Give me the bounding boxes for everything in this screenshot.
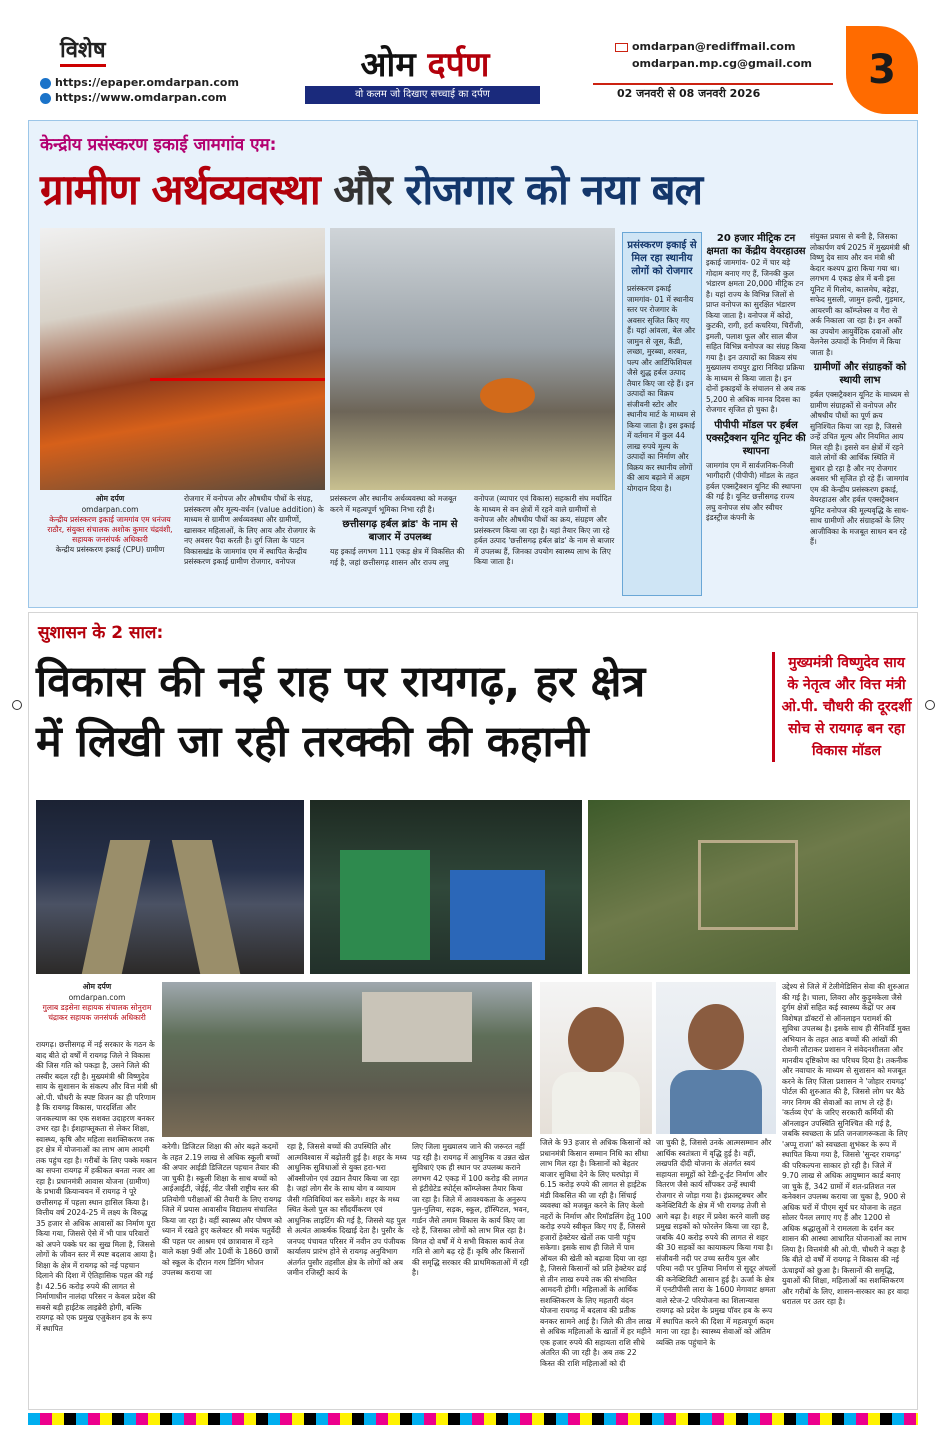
email-link-1[interactable] — [615, 40, 795, 53]
construction-site-photo — [162, 982, 532, 1137]
section-label: विशेष — [60, 34, 106, 67]
story1-kicker: केन्द्रीय प्रसंस्करण इकाई जामगांव एम: — [40, 135, 277, 155]
bridge-road — [82, 840, 150, 974]
ribbon-cutting-photo — [40, 228, 325, 490]
story2-col3: रहा है, जिससे बच्चों की उपस्थिति और आत्मविश्वास में बढ़ोतरी हुई है। शहर के मध्य आधुनिक सुविधाओं से युक्त हरा-भरा ऑक्सीजोन एवं उद्यान तैयार किया जा रहा है। जहां लोग सैर के साथ योग व व्यायाम जैसी गतिविधियां कर सकेंगे। शहर के मध्य स्थित केलो पुल का सौंदर्यीकरण एवं आधुनिक लाइटिंग की गई है, जिससे यह पुल से अत्यंत आकर्षक दिखाई देता है। पुसौर के जनपद पंचायत परिसर में नवीन उप पंजीयक कार्यालय प्रारंभ होने से रायगढ़ अनुविभाग अंतर्गत पुसौर तहसील क्षेत्र के लोगों को अब जमीन रजिस्ट्री कार्य के — [287, 1142, 407, 1277]
byline-authors: केन्द्रीय प्रसंस्करण इकाई जामगांव एम धनंजय राठौर, संयुक्त संचालक अशोक कुमार चंद्रवंशी, सहायक जनसंपर्क अधिकारी — [47, 515, 173, 544]
story2-col6: जा चुकी है, जिससे उनके आत्मसम्मान और आर्थिक स्वतंत्रता में वृद्धि हुई है। वहीं, लखपति दीदी योजना के अंतर्गत स्वयं सहायता समूहों को रेडी-टू-ईट निर्माण और वितरण जैसे कार्य सौंपकर उन्हें स्थायी रोजगार से जोड़ा गया है। इंफ्रास्ट्रक्चर और कनेक्टिविटी के क्षेत्र में भी रायगढ़ तेजी से आगे बढ़ा है। शहर में प्रवेश करने वाली छह प्रमुख सड़कों को फोरलेन किया जा रहा है, जबकि 40 करोड़ रुपये की लागत से शहर की 30 सड़कों का कायाकल्प किया गया है। संजीवनी नदी पर उच्च स्तरीय पुल और परिया नदी पर पुलिया निर्माण से सुदूर अंचलों की कनेक्टिविटी आसान हुई है। ऊर्जा के क्षेत्र में एनटीपीसी लारा के 1600 मेगावाट क्षमता वाले स्टेज-2 परियोजना का शिलान्यास रायगढ़ को प्रदेश के प्रमुख पॉवर हब के रूप में स्थापित करने की दिशा में महत्वपूर्ण कदम माना जा रहा है। स्वास्थ्य सेवाओं को अंतिम व्यक्ति तक पहुंचाने के — [656, 1138, 776, 1347]
logo-darpan: दर्पण — [427, 45, 490, 85]
story2-deck: मुख्यमंत्री विष्णुदेव साय के नेतृत्व और वित्त मंत्री ओ.पी. चौधरी की दूरदर्शी सोच से रायगढ़ बन रहा विकास मॉडल — [772, 652, 912, 762]
chief-minister-portrait — [540, 982, 652, 1134]
story2-col5: जिले के 93 हजार से अधिक किसानों को प्रधानमंत्री किसान सम्मान निधि का सीधा लाभ मिल रहा है। किसानों को बेहतर बाजार सुविधा देने के लिए घरघोड़ा में 6.15 करोड़ रुपये की लागत से हाईटेक मंडी विकसित की जा रही है। सिंचाई व्यवस्था को मजबूत करने के लिए केलो नहरों के निर्माण और रिमॉडलिंग हेतु 100 करोड़ रुपये स्वीकृत किए गए हैं, जिससे हजारों हेक्टेयर खेतों तक पानी पहुंच सकेगा। इसके साथ ही जिले में पाम ऑयल की खेती को बढ़ावा दिया जा रहा है, जिससे किसानों को प्रति हेक्टेयर ढाई से तीन लाख रुपये तक की संभावित आमदनी होगी। महिलाओं के आर्थिक सशक्तिकरण के लिए महतारी वंदन योजना रायगढ़ में बदलाव की प्रतीक बनकर सामने आई है। जिले की तीन लाख से अधिक महिलाओं के खातों में हर महीने एक हजार रुपये की सहायता राशि सीधे अंतरित की जा रही है। अब तक 22 किस्त की राशि महिलाओं को दी — [540, 1138, 652, 1368]
kurta — [552, 1072, 640, 1134]
story2-col4: लिए जिला मुख्यालय जाने की जरूरत नहीं पड़ रही है। रायगढ़ में आधुनिक व उन्नत खेल सुविधाएं एक ही स्थान पर उपलब्ध कराने लगभग 42 एकड़ में 100 करोड़ की लागत से इंटीग्रेटेड स्पोर्ट्स कॉम्प्लेक्स तैयार किया जा रहा है। जिले में आवश्यकता के अनुरूप पुल-पुलिया, सड़क, स्कूल, हॉस्पिटल, भवन, गार्डन जैसे तमाम विकास के कार्य किए जा रहे हैं, जिसका लोगों को लाभ मिल रहा है। विगत दो वर्षों में ये सभी विकास कार्य तेज गति से आगे बढ़ रहे हैं। कृषि और किसानों की समृद्धि सरकार की प्राथमिकताओं में रही है। — [412, 1142, 530, 1277]
story1-col4: वनोपज (व्यापार एवं विकास) सहकारी संघ मर्यादित के माध्यम से वन क्षेत्रों में रहने वाले ग्रामीणों से वनोपज और औषधीय पौधों का क्रय, संग्रहण और प्रसंस्करण किया जा रहा है। यहां तैयार किए जा रहे हर्बल उत्पाद 'छत्तीसगढ़ हर्बल ब्रांड' के नाम से बाजार में उपलब्ध हैं, जिनका उपयोग स्वास्थ्य लाभ के लिए किया जाता है। — [474, 494, 615, 566]
byline2-site: omdarpan.com — [68, 992, 126, 1002]
fruit-bowl — [480, 378, 535, 413]
story1-headline-a: ग्रामीण अर्थव्यवस्था — [40, 165, 320, 214]
story1-col2: रोजगार में वनोपज और औषधीय पौधों के संग्रह, प्रसंस्करण और मूल्य-वर्धन (value addition) के माध्यम से ग्रामीण अर्थव्यवस्था और ग्रामीणों, खासकर महिलाओं, के लिए आय और रोजगार के नए अवसर पैदा करती है। दुर्ग जिला के पाटन विकासखंड के जामगांव एम में स्थापित केन्द्रीय प्रसंस्करण इकाई ग्रामीण रोजगार, वनोपज — [184, 494, 324, 566]
face — [568, 1007, 624, 1073]
building-structure — [362, 992, 472, 1062]
face — [688, 1004, 744, 1070]
masthead-tagline: वो कलम जो दिखाए सच्चाई का दर्पण — [305, 86, 540, 104]
story1-col6: इकाई जामगांव- 02 में चार बड़े गोदाम बनाए गए हैं, जिनकी कुल भंडारण क्षमता 20,000 मीट्रिक टन है। यहां राज्य के विभिन्न जिलों से प्राप्त वनोपज का सुरक्षित भंडारण किया जाता है। वनोपज में कोदो, कुटकी, रागी, हर्रा कचरिया, चिरौंजी, इमली, पलाश फूल और साल बीज सहित विभिन्न वनोपज का संग्रह किया गया है। इन उत्पादों का विक्रय संघ मुख्यालय रायपुर द्वारा निविदा प्रक्रिया के माध्यम से किया जाता है। इन दोनों इकाइयों के संचालन से अब तक 5,200 से अधिक मानव दिवस का रोजगार सृजित हो चुका है। — [706, 258, 806, 414]
color-calibration-strip — [28, 1413, 918, 1425]
story1-col1: केन्द्रीय प्रसंस्करण इकाई (CPU) ग्रामीण — [55, 545, 165, 554]
story1-headline — [40, 160, 910, 217]
story1-headline-b: और — [333, 165, 392, 214]
story2-col7: उद्देश्य से जिले में टेलीमेडिसिन सेवा की शुरुआत की गई है। चाला, लिवरा और कुड़ुमकेला जैसे दुर्गम क्षेत्रों सहित कई स्वास्थ्य केंद्रों पर अब विशेषज्ञ डॉक्टरों से ऑनलाइन परामर्श की सुविधा उपलब्ध है। इसके साथ ही सैनिवर्डि मुक्त अभियान के तहत आठ बच्चों की आंखों की रोशनी लौटाकर प्रशासन ने संवेदनशीलता और मानवीय दृष्टिकोण का परिचय दिया है। तकनीक और नवाचार के माध्यम से सुशासन को मजबूत करने के लिए जिला प्रशासन ने 'जोहार रायगढ़' पोर्टल की शुरुआत की है, जिससे लोग घर बैठे नगर निगम की सेवाओं का लाभ ले रहे हैं। 'कर्तव्य ऐप' के जरिए सरकारी कर्मियों की ऑनलाइन उपस्थिति सुनिश्चित की गई है, जबकि स्वच्छता के प्रति जनजागरूकता के लिए 'अप्पू राजा' को स्वच्छता शुभंकर के रूप में स्थापित किया गया है, जिससे 'सुन्दर रायगढ़' की परिकल्पना साकार हो रही है। जिले में 9.70 लाख से अधिक आयुष्मान कार्ड बनाए जा चुके हैं, 342 ग्रामों में शत-प्रतिशत नल कनेक्शन उपलब्ध कराया जा चुका है, 900 से अधिक घरों में पीएम सूर्य घर योजना के तहत सोलर पैनल लगाए गए हैं और 1200 से अधिक श्रद्धालुओं ने रामलला के दर्शन कर शासन की आस्था आधारित योजनाओं का लाभ लिया है। वित्तमंत्री श्री ओ.पी. चौधरी ने कहा है कि बीते दो वर्षों में रायगढ़ ने विकास की नई ऊंचाइयों को छुआ है। किसानों की समृद्धि, युवाओं की शिक्षा, महिलाओं का सशक्तिकरण और गरीबों के लिए, शासन-सरकार का हर वादा धरातल पर उतर रहा है। — [782, 982, 910, 1306]
finance-minister-portrait — [656, 982, 776, 1134]
story1-col7b: हर्बल एक्सट्रैक्शन यूनिट के माध्यम से ग्रामीण संग्राहकों से वनोपज और औषधीय पौधों का पूर्ण क्रय सुनिश्चित किया जा रहा है, जिससे उन्हें उचित मूल्य और नियमित आय मिल रही है। इससे वन क्षेत्रों में रहने वाले लोगों की आर्थिक स्थिति में सुधार हो रहा है और नए रोजगार अवसर भी सृजित हो रहे हैं। जामगांव एम की केन्द्रीय प्रसंस्करण इकाई, वेयरहाउस और हर्बल एक्सट्रैक्शन यूनिट वनोपज की मूल्यवृद्धि के साथ-साथ ग्रामीणों और संग्राहकों के लिए आजीविका के मजबूत साधन बन रहे हैं। — [810, 390, 910, 546]
story1-col3: प्रसंस्करण और स्थानीय अर्थव्यवस्था को मजबूत करने में महत्वपूर्ण भूमिका निभा रही है। — [330, 494, 457, 514]
page-number: 3 — [846, 26, 918, 114]
issue-date: 02 जनवरी से 08 जनवरी 2026 — [593, 83, 833, 103]
globe-icon — [40, 93, 51, 104]
byline2-authors: गुलाब डड़सेना सहायक संचालक सोनुराम चंद्राकर सहायक जनसंपर्क अधिकारी — [42, 1003, 152, 1022]
story2-kicker: सुशासन के 2 साल: — [38, 623, 164, 643]
story1-headline-c: रोजगार को नया बल — [405, 165, 703, 214]
story2-col2: करेगी। डिजिटल शिक्षा की ओर बढ़ते कदमों के तहत 2.19 लाख से अधिक स्कूली बच्चों की अपार आईडी डिजिटल पहचान तैयार की जा चुकी है। स्कूली शिक्षा के साथ बच्चों को आईआईटी, जेईई, नीट जैसी राष्ट्रीय स्तर की प्रतियोगी परीक्षाओं की तैयारी के लिए रायगढ़ जिले में प्रयास आवासीय विद्यालय संचालित किया जा रहा है। वहीं स्वास्थ्य और पोषण को ध्यान में रखते हुए कलेक्टर श्री मयंक चतुर्वेदी की पहल पर आश्रम एवं छात्रावास में रहने वाले कक्षा 9वीं और 10वीं के 1860 छात्रों को स्कूल के दौरान गरम डिनिंग भोजन उपलब्ध कराया जा — [162, 1142, 282, 1277]
email-1: omdarpan@rediffmail.com — [632, 40, 796, 53]
mail-icon — [615, 43, 628, 52]
epaper-link[interactable] — [40, 76, 239, 89]
oxyzone-garden-photo — [588, 800, 910, 974]
globe-icon — [40, 78, 51, 89]
story1-col3-block — [330, 494, 470, 594]
story2-headline — [36, 652, 766, 772]
warehouse-title: 20 हजार मीट्रिक टन क्षमता का केंद्रीय वेयरहाउस — [706, 233, 806, 257]
story1-col6-block — [706, 232, 806, 596]
story1-col6b: जामगांव एम में सार्वजनिक-निजी भागीदारी (पीपीपी) मॉडल के तहत हर्बल एक्सट्रैक्शन यूनिट की स्थापना की गई है। यूनिट छत्तीसगढ़ राज्य लघु वनोपज संघ और स्वीचर इंडस्ट्रीज कंपनी के — [706, 460, 802, 522]
box-title: प्रसंस्करण इकाई से मिल रहा स्थानीय लोगों को रोजगार — [627, 240, 697, 277]
benefit-title: ग्रामीणों और संग्राहकों को स्थायी लाभ — [813, 362, 907, 386]
badminton-court — [450, 870, 545, 960]
shirt — [670, 1070, 762, 1134]
epaper-url: https://epaper.omdarpan.com — [55, 76, 239, 89]
email-2: omdarpan.mp.cg@gmail.com — [632, 57, 812, 70]
byline-source: ओम दर्पण — [95, 494, 125, 503]
ppp-title: पीपीपी मॉडल पर हर्बल एक्सट्रैक्शन यूनिट यूनिट की स्थापना — [706, 419, 806, 457]
garden-path — [698, 840, 798, 930]
registration-mark — [12, 700, 22, 710]
box-text: प्रसंस्करण इकाई जामगांव- 01 में स्थानीय स्तर पर रोजगार के अवसर सृजित किए गए हैं। यहां आंवला, बेल और जामुन से जूस, कैंडी, लच्छा, मुरब्बा, शरबत, पल्प और आर्टिफिशियल जैसे शुद्ध हर्बल उत्पाद तैयार किए जा रहे हैं। इन उत्पादों का विक्रय संजीवनी स्टोर और स्थानीय मार्ट के माध्यम से किया जाता है। इस इकाई में वर्तमान में कुल 44 लाख रुपये मूल्य के उत्पादों का निर्माण और विक्रय कर स्थानीय लोगों की आय बढ़ाने में अहम योगदान दिया है। — [627, 284, 696, 493]
logo-om: ओम — [360, 45, 416, 85]
tennis-court — [340, 850, 430, 960]
byline2-source: ओम दर्पण — [82, 982, 112, 991]
ribbon — [150, 378, 325, 381]
kelo-bridge-photo — [36, 800, 304, 974]
website-url: https://www.omdarpan.com — [55, 91, 227, 104]
story2-col1: रायगढ़। छत्तीसगढ़ में नई सरकार के गठन के बाद बीते दो वर्षों में रायगढ़ जिले ने विकास की जिस गति को पकड़ा है, उसने जिले की तस्वीर बदल रही है। मुख्यमंत्री श्री विष्णुदेव साय के सुशासन के संकल्प और वित्त मंत्री श्री ओ.पी. चौधरी के स्पष्ट विजन का ही परिणाम है कि रायगढ़ विकास, पारदर्शिता और जनकल्याण का एक सशक्त उदाहरण बनकर उभर रहा है। ईशहाफ्तूकता से लेकर शिक्षा, स्वास्थ्य, कृषि और महिला सशक्तिकरण तक हर क्षेत्र में योजनाओं का लाभ आम आदमी तक पहुंच रहा है। गरीबों के लिए पक्के मकान का सपना रायगढ़ में हकीकत बनता नजर आ रहा है। प्रधानमंत्री आवास योजना (ग्रामीण) के प्रभावी क्रियान्वयन में रायगढ़ ने पूरे छत्तीसगढ़ में पहला स्थान हासिल किया है। वित्तीय वर्ष 2024-25 में लक्ष्य के विरुद्ध 35 हजार से अधिक आवासों का निर्माण पूरा किया गया, जिससे ऐसे में भी पात्र परिवारों को अपने पक्के घर का सुख मिला है, जिससे लोगों के जीवन स्तर में स्पष्ट बदलाव आया है। शिक्षा के क्षेत्र में रायगढ़ को नई पहचान दिलाने की दिशा में ऐतिहासिक पहल की गई है। 42.56 करोड़ रुपये की लागत से निर्माणाधीन नालंदा परिसर न केवल प्रदेश की सबसे बड़ी हाईटेक लाइब्रेरी होगी, बल्कि रायगढ़ को एक प्रमुख एजुकेशन हब के रूप में स्थापित — [36, 1040, 158, 1333]
byline-site: omdarpan.com — [81, 504, 139, 514]
employment-box — [622, 232, 702, 596]
story2-headline-line2: में लिखी जा रही तरक्की की कहानी — [36, 717, 589, 767]
story2-headline-line1: विकास की नई राह पर रायगढ़, हर क्षेत्र — [36, 657, 646, 707]
sports-complex-photo — [310, 800, 582, 974]
masthead-logo — [320, 40, 530, 84]
story1-byline — [40, 494, 180, 556]
story1-col7-block — [810, 232, 910, 596]
story1-subhead1: छत्तीसगढ़ हर्बल ब्रांड' के नाम से बाजार में उपलब्ध — [342, 519, 458, 543]
registration-mark — [925, 700, 935, 710]
email-link-2[interactable] — [632, 57, 812, 70]
bridge-road — [172, 840, 240, 974]
website-link[interactable] — [40, 91, 227, 104]
story1-col7: संयुक्त प्रयास से बनी है, जिसका लोकार्पण वर्ष 2025 में मुख्यमंत्री श्री विष्णु देव साय और वन मंत्री श्री केदार कश्यप द्वारा किया गया था। लगभग 4 एकड़ क्षेत्र में बनी इस यूनिट में गिलोय, कालमेघ, बहेड़ा, सफेद मुसली, जामुन हल्दी, गुड़मार, आयरणी का कॉम्प्लेक्स व गैरा से अर्क निकाला जा रहा है। इन अर्कों का उपयोग आयुर्वेदिक दवाओं और वेलनेस उत्पादों के निर्माण में किया जाता है। — [810, 232, 910, 357]
story1-col3b: यह इकाई लगभग 111 एकड़ क्षेत्र में विकसित की गई है, जहां छत्तीसगढ़ शासन और राज्य लघु — [330, 547, 465, 567]
processing-unit-photo — [330, 228, 615, 490]
story2-byline — [36, 982, 158, 1023]
